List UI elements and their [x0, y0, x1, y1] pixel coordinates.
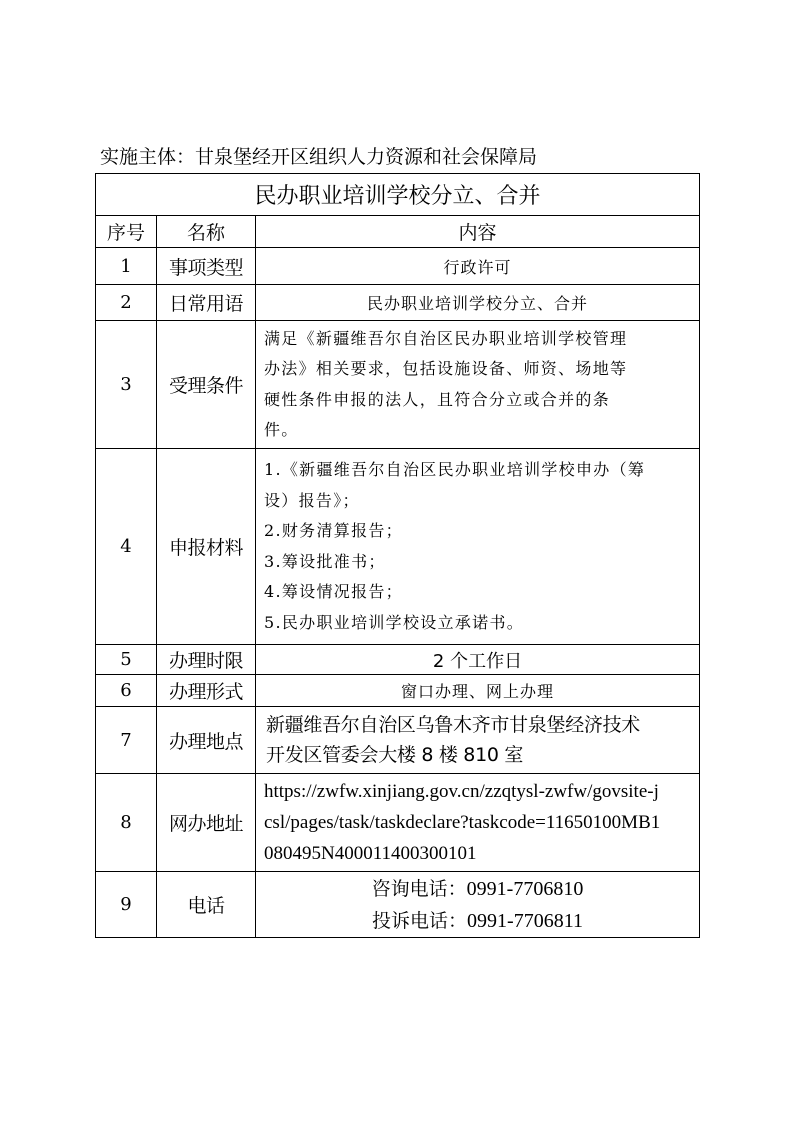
table-row [96, 675, 700, 707]
row-number: 8 [96, 774, 157, 872]
header-content: 内容 [256, 216, 700, 248]
table-row [96, 321, 700, 449]
row-label: 事项类型 [157, 248, 256, 285]
row-label: 网办地址 [157, 774, 256, 872]
text-line: 2.财务清算报告； [264, 521, 403, 540]
acceptance-conditions [256, 321, 700, 449]
text-line: 办法》相关要求，包括设施设备、师资、场地等 [264, 359, 628, 378]
text-line: 设）报告》； [264, 490, 360, 510]
table-row [96, 872, 700, 938]
header-name: 名称 [157, 216, 256, 248]
text-line: 新疆维吾尔自治区乌鲁木齐市甘泉堡经济技术 [266, 714, 641, 736]
complaint-phone [256, 905, 699, 937]
text-line: 3.筹设批准书； [264, 551, 386, 571]
url-line: csl/pages/task/taskdeclare?taskcode=11650100MB1 [264, 812, 661, 833]
url-line: 080495N400011400300101 [264, 843, 477, 864]
title-row [96, 174, 700, 216]
complaint-phone-number: 0991-7706811 [467, 909, 583, 932]
table-row [96, 248, 700, 285]
table-row [96, 774, 700, 872]
table-row [96, 645, 700, 675]
row-label: 电话 [157, 872, 256, 938]
consult-phone-number: 0991-7706810 [466, 877, 584, 900]
matter-type-value: 行政许可 [256, 248, 700, 285]
consult-phone-label: 咨询电话： [371, 877, 467, 900]
row-number: 5 [96, 645, 157, 675]
row-number: 2 [96, 285, 157, 321]
row-number: 3 [96, 321, 157, 449]
row-label: 受理条件 [157, 321, 256, 449]
row-label: 办理时限 [157, 645, 256, 675]
text-line: 硬性条件申报的法人，且符合分立或合并的条 [264, 389, 611, 409]
service-info-table [95, 173, 700, 938]
consult-phone [256, 873, 699, 905]
common-name-value: 民办职业培训学校分立、合并 [256, 285, 700, 321]
row-label: 办理地点 [157, 707, 256, 774]
online-address-link[interactable] [256, 774, 700, 872]
application-materials [256, 449, 700, 645]
row-number: 9 [96, 872, 157, 938]
time-limit-value: 2 个工作日 [256, 645, 700, 675]
implementing-agency: 实施主体：甘泉堡经开区组织人力资源和社会保障局 [100, 146, 538, 168]
row-number: 7 [96, 707, 157, 774]
url-line: https://zwfw.xinjiang.gov.cn/zzqtysl-zwfw/govsite-j [264, 781, 659, 802]
text-line: 1.《新疆维吾尔自治区民办职业培训学校申办（筹 [264, 460, 646, 479]
handling-location [256, 707, 700, 774]
row-label: 申报材料 [157, 449, 256, 645]
header-no: 序号 [96, 216, 157, 248]
text-line: 件。 [264, 420, 299, 439]
text-line: 满足《新疆维吾尔自治区民办职业培训学校管理 [264, 328, 628, 348]
text-line: 4.筹设情况报告； [264, 582, 403, 601]
table-row [96, 449, 700, 645]
table-title: 民办职业培训学校分立、合并 [96, 174, 700, 216]
row-number: 4 [96, 449, 157, 645]
complaint-phone-label: 投诉电话： [372, 909, 468, 932]
table-row [96, 707, 700, 774]
row-number: 6 [96, 675, 157, 707]
row-label: 日常用语 [157, 285, 256, 321]
row-number: 1 [96, 248, 157, 285]
handling-form-value: 窗口办理、网上办理 [256, 675, 700, 707]
text-line: 开发区管委会大楼 8 楼 810 室 [266, 744, 524, 766]
text-line: 5.民办职业培训学校设立承诺书。 [264, 612, 525, 632]
phone-numbers [256, 872, 700, 938]
header-row [96, 216, 700, 248]
table-row [96, 285, 700, 321]
row-label: 办理形式 [157, 675, 256, 707]
